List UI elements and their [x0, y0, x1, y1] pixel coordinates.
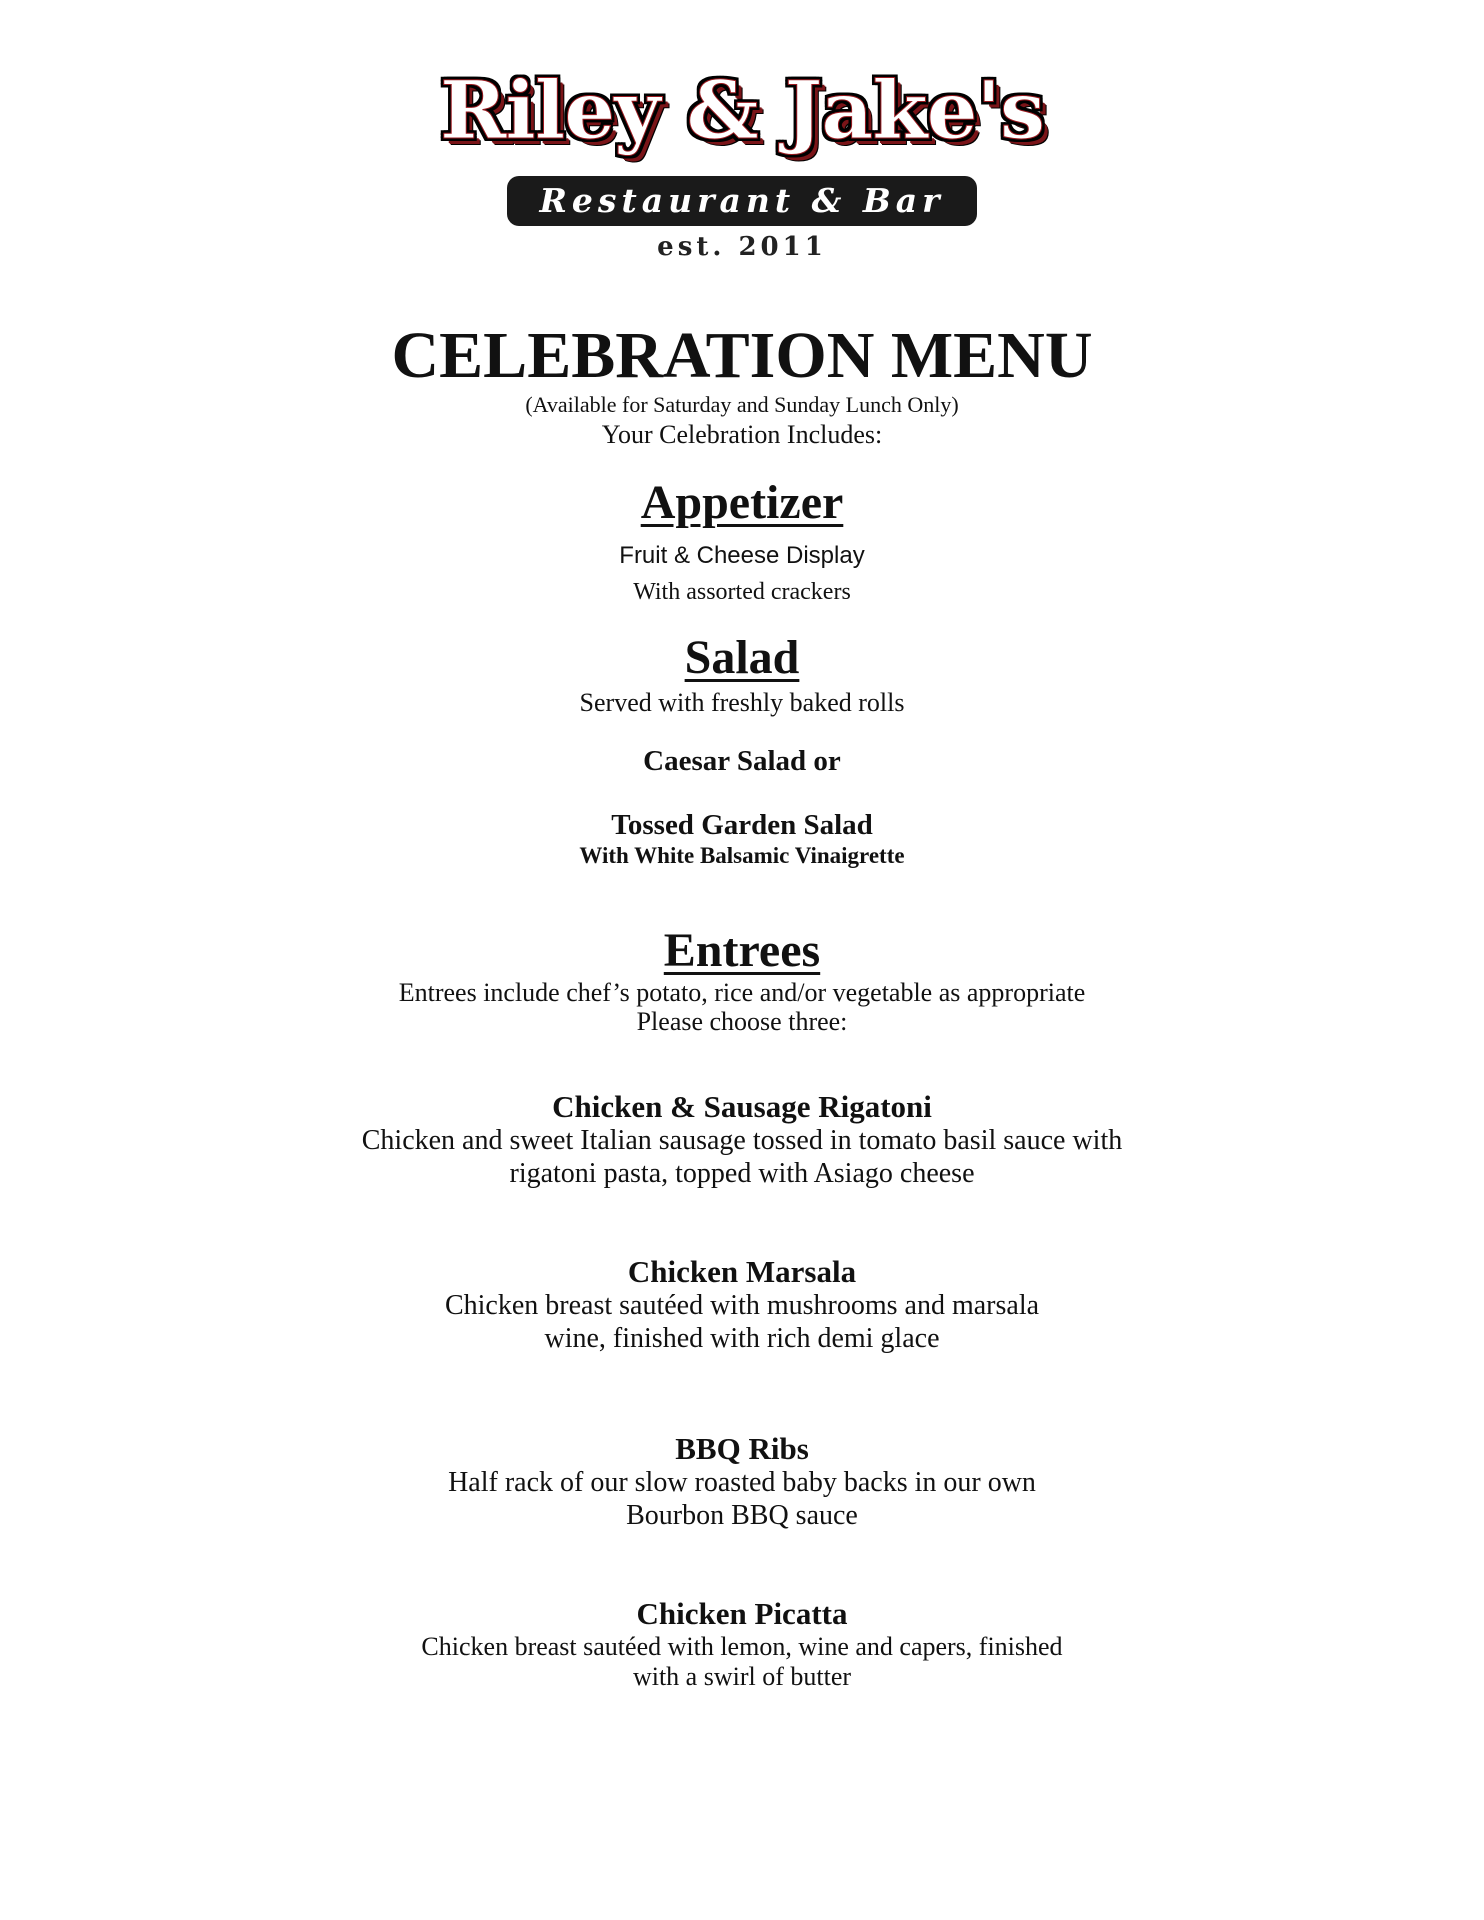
appetizer-heading: Appetizer: [640, 476, 844, 529]
entree-description: with a swirl of butter: [632, 1662, 852, 1691]
entree-name: Chicken & Sausage Rigatoni: [552, 1089, 932, 1124]
includes-note: Your Celebration Includes:: [601, 420, 883, 449]
logo-name: Riley & Jake's: [439, 63, 1045, 157]
entree-name: Chicken Picatta: [636, 1596, 848, 1631]
salad-option-caesar: Caesar Salad or: [643, 745, 841, 777]
entree-name: Chicken Marsala: [627, 1254, 857, 1289]
entree-description: Chicken breast sautéed with mushrooms and marsala: [444, 1290, 1040, 1321]
entrees-choose-note: Please choose three:: [636, 1007, 848, 1036]
availability-note: (Available for Saturday and Sunday Lunch Only): [525, 392, 959, 417]
entree-description: Chicken breast sautéed with lemon, wine and capers, finished: [421, 1632, 1063, 1661]
entree-name: BBQ Ribs: [675, 1431, 809, 1466]
menu-title: CELEBRATION MENU: [391, 319, 1093, 392]
entree-description: Half rack of our slow roasted baby backs in our own: [448, 1467, 1036, 1498]
entree-description: Bourbon BBQ sauce: [626, 1500, 858, 1531]
appetizer-note: With assorted crackers: [633, 579, 851, 605]
salad-option-garden: Tossed Garden Salad: [611, 809, 873, 841]
restaurant-logo: [0, 62, 1484, 262]
entree-description: wine, finished with rich demi glace: [544, 1323, 940, 1354]
entrees-heading: Entrees: [663, 924, 821, 977]
entrees-note: Entrees include chef’s potato, rice and/or vegetable as appropriate: [398, 978, 1086, 1007]
salad-heading: Salad: [684, 631, 800, 684]
logo-subtitle: Restaurant & Bar: [507, 176, 977, 226]
logo-established: est. 2011: [657, 232, 827, 262]
entree-description: rigatoni pasta, topped with Asiago cheese: [509, 1158, 975, 1189]
appetizer-item: Fruit & Cheese Display: [619, 542, 865, 569]
salad-note: Served with freshly baked rolls: [579, 688, 905, 717]
entree-description: Chicken and sweet Italian sausage tossed in tomato basil sauce with: [361, 1125, 1123, 1156]
salad-option-garden-note: With White Balsamic Vinaigrette: [579, 843, 905, 868]
